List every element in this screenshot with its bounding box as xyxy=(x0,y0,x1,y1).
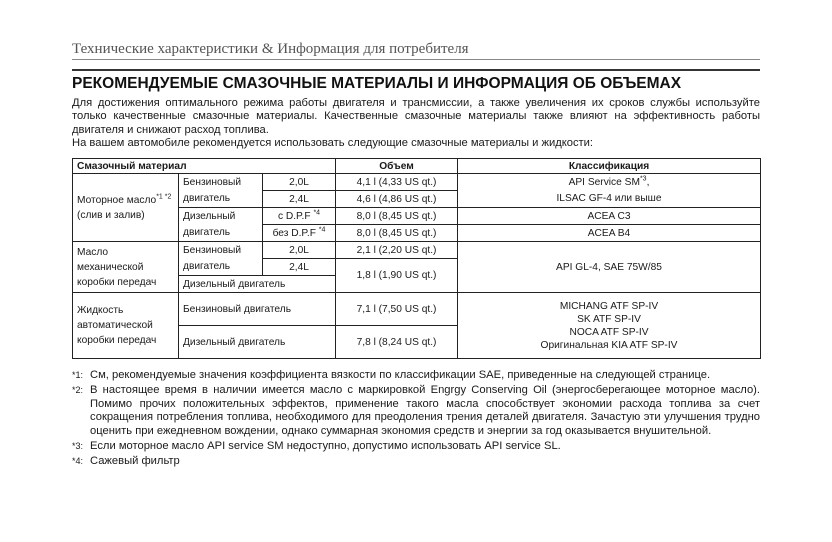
manual-trans-volume-20: 2,1 l (2,20 US qt.) xyxy=(336,242,458,259)
engine-oil-petrol-l2: двигатель xyxy=(179,191,263,208)
engine-oil-class-3: ACEA C3 xyxy=(458,208,761,225)
engine-oil-variant-dpf: с D.P.F $^{*4}$ xyxy=(263,208,336,225)
header-rule xyxy=(72,59,760,60)
header-volume: Объем xyxy=(336,159,458,174)
header-classification: Классификация xyxy=(458,159,761,174)
engine-oil-diesel-l2: двигатель xyxy=(179,225,263,242)
manual-trans-petrol-l2: двигатель xyxy=(179,259,263,276)
page-header xyxy=(72,40,760,58)
intro-text xyxy=(72,97,760,150)
engine-oil-class-1: API Service SM$^{*3}$, xyxy=(458,174,761,191)
engine-oil-volume-nodpf: 8,0 l (8,45 US qt.) xyxy=(336,225,458,242)
table-header-row xyxy=(73,159,761,174)
table-row xyxy=(73,242,761,259)
footnote xyxy=(72,440,760,454)
intro-paragraph-2: На вашем автомобиле рекомендуется использовать следующие смазочные материалы и жидкости: xyxy=(72,136,594,149)
footnote xyxy=(72,455,760,469)
header-text: Технические характеристики & Информация для потребителя xyxy=(72,41,469,57)
lubricants-table xyxy=(72,158,761,359)
engine-oil-diesel-l1: Дизельный xyxy=(179,208,263,225)
manual-trans-variant-20: 2,0L xyxy=(263,242,336,259)
engine-oil-variant-nodpf: без D.P.F $^{*4}$ xyxy=(263,225,336,242)
footnote-text: Если моторное масло API service SM недоступно, допустимо использовать API service SL. xyxy=(90,439,561,452)
manual-trans-petrol-l1: Бензиновый xyxy=(179,242,263,259)
engine-oil-variant-24: 2,4L xyxy=(263,191,336,208)
footnote-mark: *2: xyxy=(72,384,84,395)
engine-oil-class-2: ILSAC GF-4 или выше xyxy=(458,191,761,208)
title-rule xyxy=(72,69,760,71)
auto-trans-petrol: Бензиновый двигатель xyxy=(179,293,336,326)
engine-oil-petrol-l1: Бензиновый xyxy=(179,174,263,191)
engine-oil-variant-20: 2,0L xyxy=(263,174,336,191)
footnote-mark: *1: xyxy=(72,370,84,380)
footnote-mark: *4: xyxy=(72,455,84,466)
table-row xyxy=(73,174,761,191)
auto-trans-class: MICHANG ATF SP-IV SK ATF SP-IV NOCA ATF SP-IV Оригинальная KIA ATF SP-IV xyxy=(458,293,761,359)
manual-trans-diesel: Дизельный двигатель xyxy=(179,276,336,293)
header-material: Смазочный материал xyxy=(73,159,336,174)
table-row xyxy=(73,293,761,326)
engine-oil-volume-dpf: 8,0 l (8,45 US qt.) xyxy=(336,208,458,225)
footnote-text: Сажевый фильтр xyxy=(90,454,180,467)
footnote-text: См, рекомендуемые значения коэффициента вязкости по классификации SAE, приведенные на следующей странице. xyxy=(90,369,711,381)
footnote xyxy=(72,384,760,439)
auto-trans-petrol-volume: 7,1 l (7,50 US qt.) xyxy=(336,293,458,326)
manual-trans-class: API GL-4, SAE 75W/85 xyxy=(458,242,761,293)
auto-trans-diesel: Дизельный двигатель xyxy=(179,326,336,359)
manual-trans-volume-24-diesel: 1,8 l (1,90 US qt.) xyxy=(336,259,458,293)
footnote-text: В настоящее время в наличии имеется масло с маркировкой Engrgy Conserving Oil (энергосберегающее моторное масло). Помимо прочих положительных эффектов, применение такого масла способствует экономии расхода топлива за счет сокращения потребления топлива, необходимого для преодоления трения деталей двигателя. Зачастую эти улучшения трудно оценить при ежедневном вождении, однако суммарная экономия средств и энергии за год оказывается внушительной. xyxy=(90,383,760,438)
engine-oil-volume-24: 4,6 l (4,86 US qt.) xyxy=(336,191,458,208)
engine-oil-label: Моторное масло$^{*1 *2}$ (слив и залив) xyxy=(73,174,179,242)
footnote xyxy=(72,369,760,383)
footnote-mark: *3: xyxy=(72,440,84,451)
intro-paragraph-1: Для достижения оптимального режима работы двигателя и трансмиссии, а также увеличения их сроков службы используйте только качественные смазочные материалы. Качественные смазочные материалы также влияют на эффективность работы двигателя и снижают расход топлива. xyxy=(72,97,760,136)
section-title: РЕКОМЕНДУЕМЫЕ СМАЗОЧНЫЕ МАТЕРИАЛЫ И ИНФОРМАЦИЯ ОБ ОБЪЕМАХ xyxy=(72,75,682,92)
footnotes xyxy=(72,369,760,470)
engine-oil-class-4: ACEA B4 xyxy=(458,225,761,242)
manual-trans-label: Масло механической коробки передач xyxy=(73,242,179,293)
engine-oil-volume-20: 4,1 l (4,33 US qt.) xyxy=(336,174,458,191)
auto-trans-diesel-volume: 7,8 l (8,24 US qt.) xyxy=(336,326,458,359)
auto-trans-label: Жидкость автоматической коробки передач xyxy=(73,293,179,359)
manual-trans-variant-24: 2,4L xyxy=(263,259,336,276)
